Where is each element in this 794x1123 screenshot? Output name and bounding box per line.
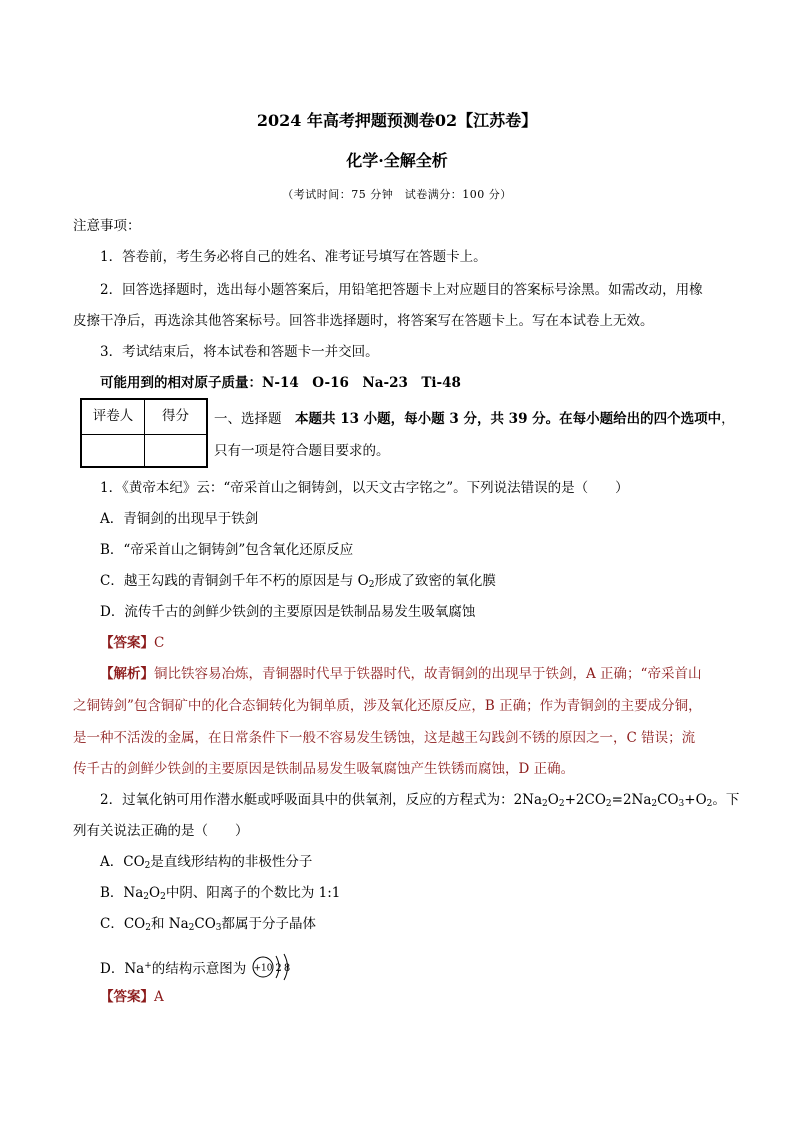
nucleus-charge: +10 [253, 963, 273, 974]
q2-option-a: A．$CO_2$是直线形结构的非极性分子 [100, 854, 313, 871]
exam-info: （考试时间：75 分钟 试卷满分：100 分） [282, 188, 512, 201]
section-instruction-line-1: 一、选择题 本题共 13 小题，每小题 3 分，共 39 分。在每小题给出的四个选项中， [214, 411, 735, 427]
notice-item-2-line-2: 皮擦干净后，再选涂其他答案标号。回答非选择题时，将答案写在答题卡上。写在本试卷上无效。 [73, 313, 654, 329]
grader-table [80, 398, 208, 468]
grader-col-score: 得分 [162, 408, 189, 424]
grader-col-reviewer: 评卷人 [92, 408, 134, 424]
q1-answer: 【答案】C [100, 635, 165, 651]
notice-item-3: 3．考试结束后，将本试卷和答题卡一并交回。 [100, 344, 379, 360]
notice-heading: 注意事项： [73, 218, 141, 234]
q1-option-c: C．越王勾践的青铜剑千年不朽的原因是与 $O_2$形成了致密的氧化膜 [100, 573, 496, 590]
q1-analysis-line-2: 之铜铸剑”包含铜矿中的化合态铜转化为铜单质，涉及氧化还原反应，B 正确；作为青铜剑的主要成分铜， [73, 698, 702, 714]
q1-analysis-line-4: 传千古的剑鲜少铁剑的主要原因是铁制品易发生吸氧腐蚀产生铁锈而腐蚀，D 正确。 [73, 761, 575, 777]
q1-option-a: A．青铜剑的出现早于铁剑 [100, 511, 259, 527]
sodium-ion-structure-diagram [251, 951, 297, 983]
q1-option-d: D．流传千古的剑鲜少铁剑的主要原因是铁制品易发生吸氧腐蚀 [100, 604, 476, 620]
q2-stem-line-2: 列有关说法正确的是（ ） [73, 823, 249, 839]
electron-shell-2-count: 8 [283, 963, 290, 974]
notice-item-2-line-1: 2．回答选择题时，选出每小题答案后，用铅笔把答题卡上对应题目的答案标号涂黑。如需改动，用橡 [100, 282, 703, 298]
page-title: 2024 年高考押题预测卷02【江苏卷】 [256, 111, 538, 130]
electron-shell-1-count: 2 [274, 963, 282, 974]
q1-analysis-line-1: 【解析】铜比铁容易冶炼，青铜器时代早于铁器时代，故青铜剑的出现早于铁剑，A 正确；“帝采首山 [100, 666, 702, 682]
page-subtitle: 化学·全解全析 [346, 151, 448, 170]
atomic-mass-note: 可能用到的相对原子质量：N-14 O-16 Na-23 Ti-48 [100, 375, 461, 391]
notice-item-1: 1．答卷前，考生务必将自己的姓名、准考证号填写在答题卡上。 [100, 249, 487, 265]
q2-option-c: C．$CO_2$和 $Na_2CO_3$都属于分子晶体 [100, 916, 316, 933]
section-instruction-line-2: 只有一项是符合题目要求的。 [214, 443, 390, 459]
q2-stem-line-1: 2．过氧化钠可用作潜水艇或呼吸面具中的供氧剂，反应的方程式为：$2Na_2O_2+2CO_2=2Na_2CO_3+O_2$。下 [100, 792, 740, 809]
q2-option-b: B．$Na_2O_2$中阴、阳离子的个数比为 1:1 [100, 885, 341, 902]
q1-analysis-line-3: 是一种不活泼的金属，在日常条件下一般不容易发生锈蚀，这是越王勾践剑不锈的原因之一，C 错误；流 [73, 730, 696, 746]
grader-table-divider [82, 434, 206, 435]
q2-answer: 【答案】A [100, 989, 164, 1005]
q2-option-d: D．Na+的结构示意图为 +10 2 8 [100, 951, 297, 983]
q1-option-b: B．“帝采首山之铜铸剑”包含氧化还原反应 [100, 542, 354, 558]
q1-stem: 1．《黄帝本纪》云：“帝采首山之铜铸剑，以天文古字铭之”。下列说法错误的是（ ） [100, 480, 629, 496]
